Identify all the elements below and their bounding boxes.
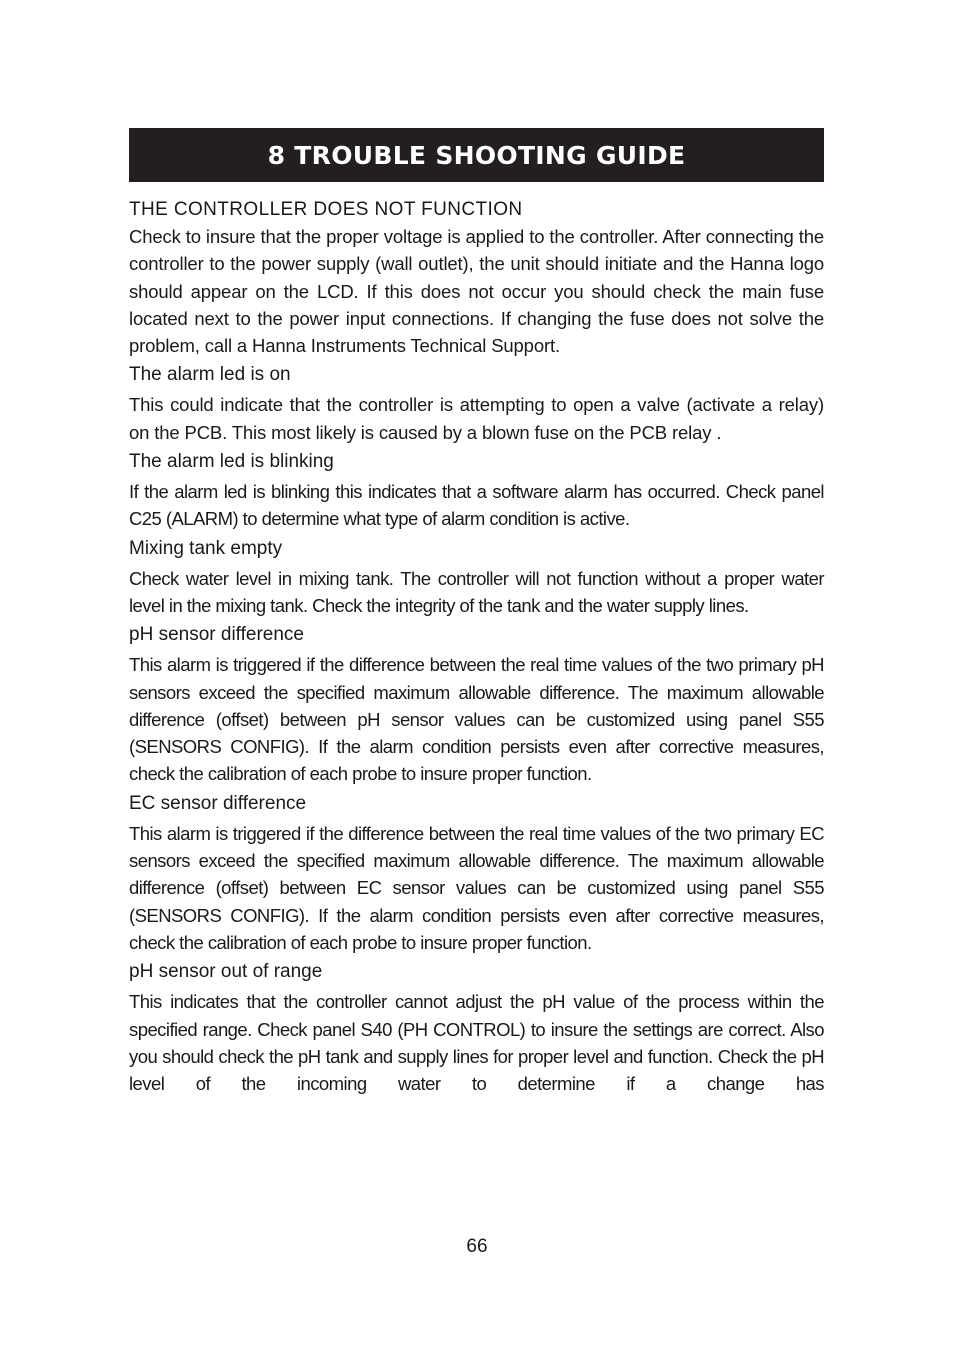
page-number: 66 [466, 1236, 488, 1257]
section-heading-alarm-led-on: The alarm led is on [129, 364, 291, 386]
section-body-alarm-led-on: This could indicate that the controller is attempting to open a valve (activate a relay) on the PCB. This most likely is caused by a blown fuse on the PCB relay . [129, 394, 824, 443]
page-title: 8 TROUBLE SHOOTING GUIDE [267, 140, 686, 170]
section-body-ph-sensor-difference: This alarm is triggered if the difference between the real time values of the two primary pH sensors exceed the specified maximum allowable difference. The maximum allowable difference (offset) between pH sensor values can be customized using panel S55 (SENSORS CONFIG). If the alarm condition persists even after corrective measures, check the calibration of each probe to insure proper function. [129, 654, 824, 785]
section-heading-mixing-tank-empty: Mixing tank empty [129, 537, 283, 559]
section-heading-ph-sensor-difference: pH sensor difference [129, 624, 304, 646]
section-heading-ph-sensor-out-of-range: pH sensor out of range [129, 961, 323, 983]
section-body-controller-not-function: Check to insure that the proper voltage is applied to the controller. After connecting the controller to the power supply (wall outlet), the unit should initiate and the Hanna logo should appear on the LCD. If this does not occur you should check the main fuse located next to the power input connections. If changing the fuse does not solve the problem, call a Hanna Instruments Technical Support. [129, 226, 824, 357]
page-content [129, 128, 824, 1097]
section-body-ph-sensor-out-of-range: This indicates that the controller cannot adjust the pH value of the process within the specified range. Check panel S40 (PH CONTROL) to insure the settings are correct. Also you should check the pH tank and supply lines for proper level and function. Check the pH level of the incoming water to determine if a change has [129, 991, 824, 1095]
section-heading-ec-sensor-difference: EC sensor difference [129, 792, 307, 814]
title-bar [129, 128, 824, 182]
section-body-ec-sensor-difference: This alarm is triggered if the difference between the real time values of the two primary EC sensors exceed the specified maximum allowable difference. The maximum allowable difference (offset) between EC sensor values can be customized using panel S55 (SENSORS CONFIG). If the alarm condition persists even after corrective measures, check the calibration of each probe to insure proper function. [129, 822, 824, 953]
section-heading-controller-not-function: THE CONTROLLER DOES NOT FUNCTION [129, 199, 523, 220]
section-heading-alarm-led-blinking: The alarm led is blinking [129, 451, 334, 473]
section-body-mixing-tank-empty: Check water level in mixing tank. The controller will not function without a proper water level in the mixing tank. Check the integrity of the tank and the water supply lines. [129, 567, 824, 616]
section-body-alarm-led-blinking: If the alarm led is blinking this indicates that a software alarm has occurred. Check panel C25 (ALARM) to determine what type of alarm condition is active. [129, 481, 824, 530]
